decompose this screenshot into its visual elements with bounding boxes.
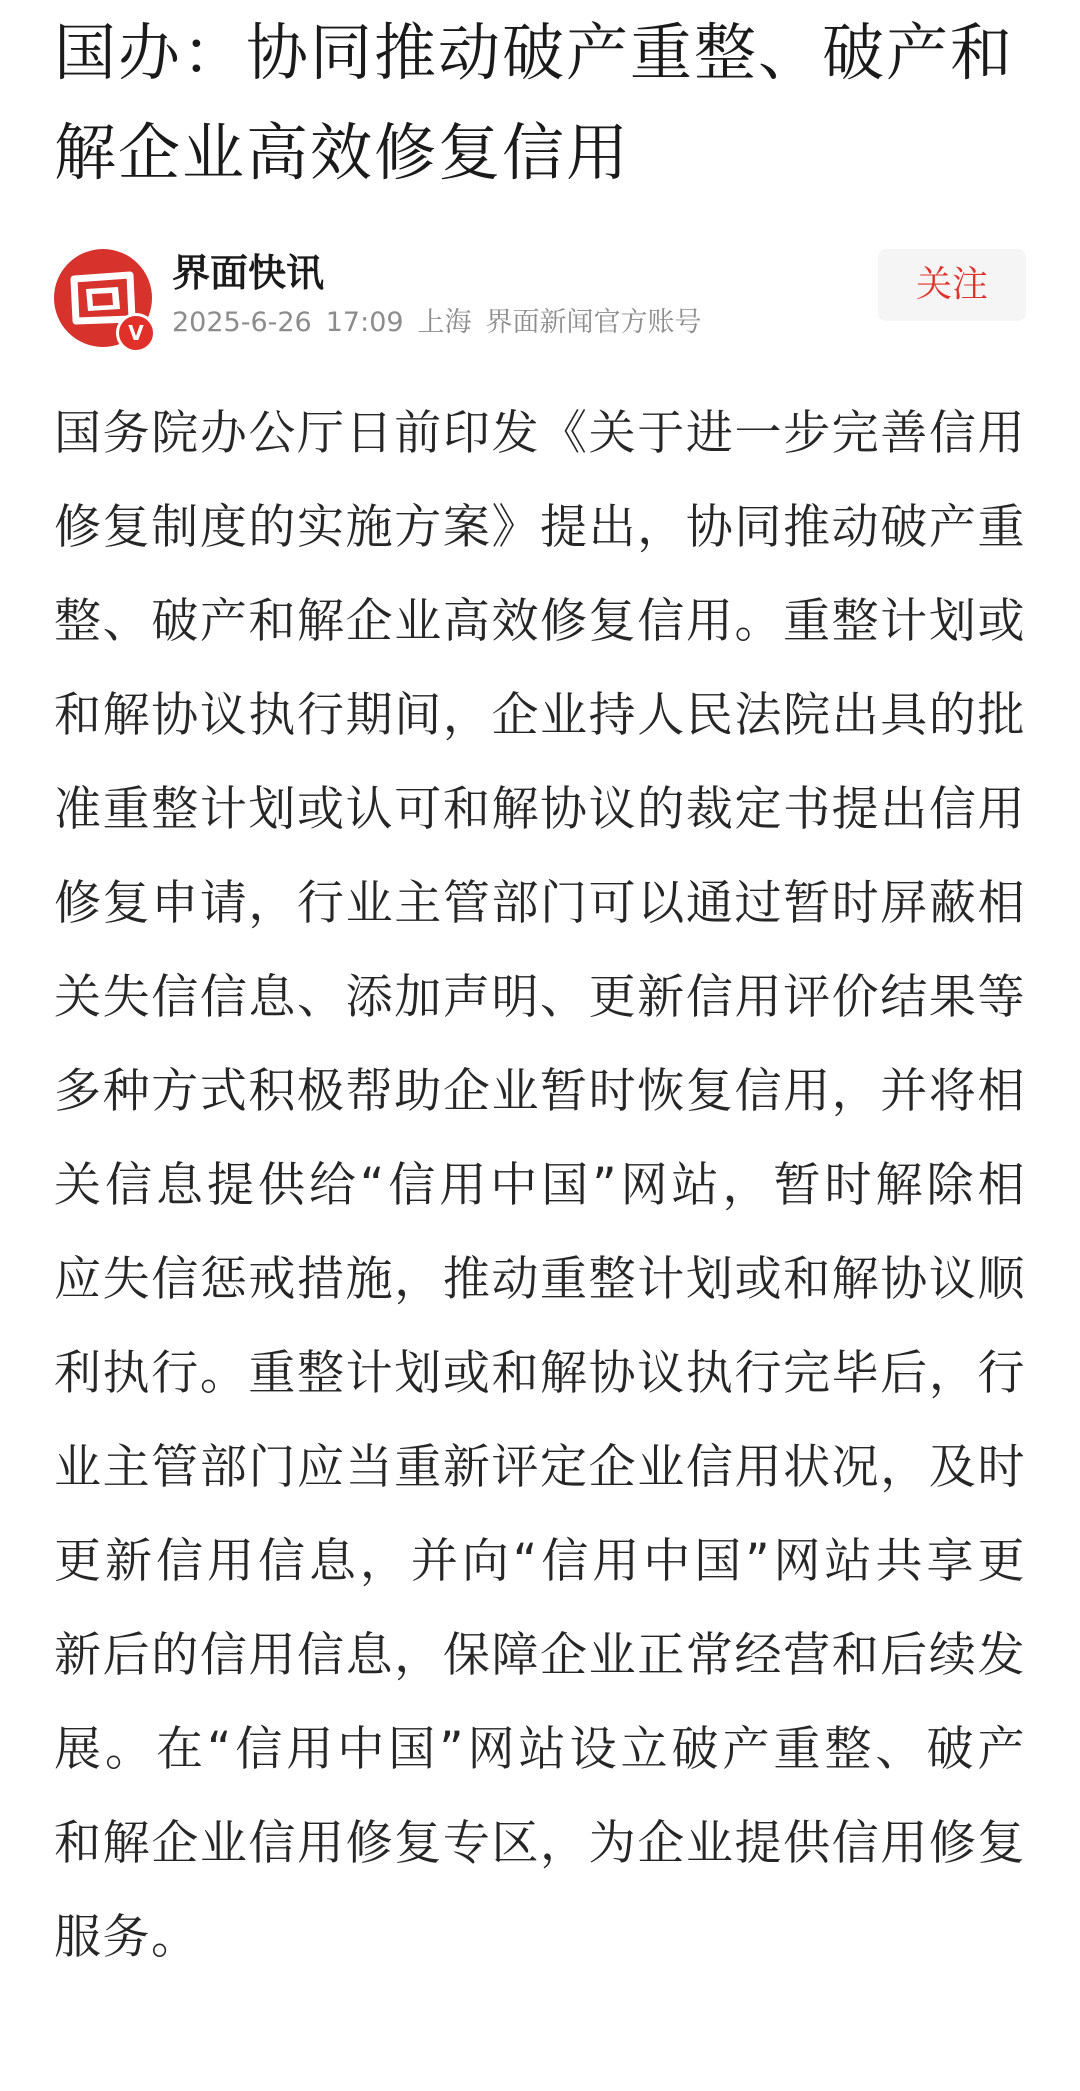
follow-button[interactable]: 关注 (878, 249, 1026, 321)
verified-badge-icon: V (116, 313, 156, 353)
publish-location: 上海 (417, 307, 472, 338)
article-title: 国办：协同推动破产重整、破产和解企业高效修复信用 (54, 16, 1015, 189)
avatar[interactable] (54, 249, 152, 347)
author-row (54, 239, 1026, 359)
publish-time: 17:09 (325, 307, 404, 338)
article-body: 国务院办公厅日前印发《关于进一步完善信用修复制度的实施方案》提出，协同推动破产重整、破产和解企业高效修复信用。重整计划或和解协议执行期间，企业持人民法院出具的批准重整计划或认可和解协议的裁定书提出信用修复申请，行业主管部门可以通过暂时屏蔽相关失信信息、添加声明、更新信用评价结果等多种方式积极帮助企业暂时恢复信用，并将相关信息提供给“信用中国”网站，暂时解除相应失信惩戒措施，推动重整计划或和解协议顺利执行。重整计划或和解协议执行完毕后，行业主管部门应当重新评定企业信用状况，及时更新信用信息，并向“信用中国”网站共享更新后的信用信息，保障企业正常经营和后续发展。在“信用中国”网站设立破产重整、破产和解企业信用修复专区，为企业提供信用修复服务。 (54, 406, 1026, 1965)
account-type: 界面新闻官方账号 (485, 307, 702, 338)
publish-date: 2025-6-26 (172, 307, 312, 338)
author-name[interactable]: 界面快讯 (172, 251, 325, 295)
author-meta (172, 303, 716, 343)
